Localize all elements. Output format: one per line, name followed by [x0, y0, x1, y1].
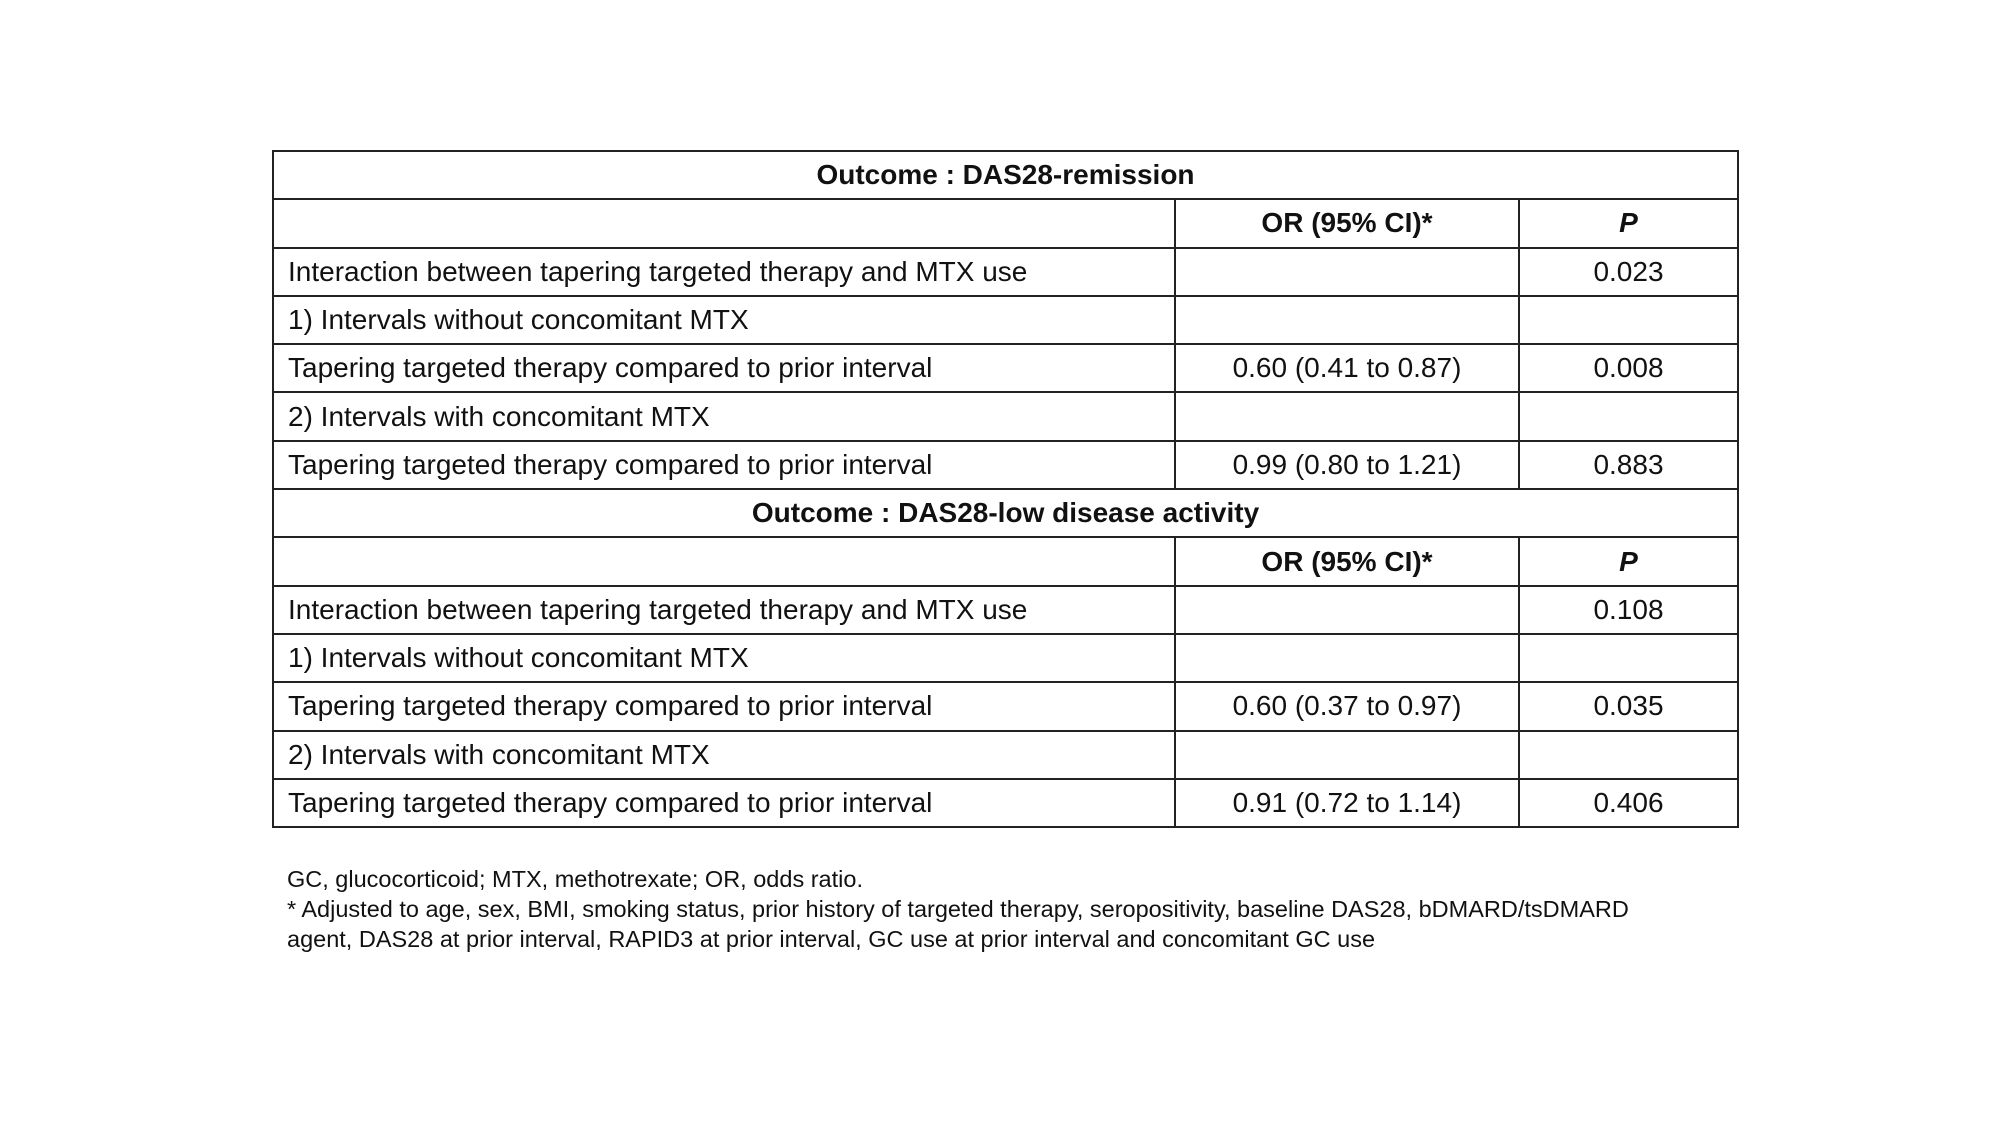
table-row	[273, 634, 1738, 682]
results-table	[272, 150, 1739, 828]
row-label: Tapering targeted therapy compared to prior interval	[273, 682, 1175, 730]
footnote-adjustment-cont: agent, DAS28 at prior interval, RAPID3 at prior interval, GC use at prior interval and concomitant GC use	[287, 926, 1376, 952]
table-row	[273, 296, 1738, 344]
header-or: OR (95% CI)*	[1175, 537, 1519, 585]
row-or: 0.99 (0.80 to 1.21)	[1175, 441, 1519, 489]
row-p: 0.008	[1519, 344, 1738, 392]
row-p	[1519, 296, 1738, 344]
footnotes	[287, 864, 1757, 954]
table-row	[273, 344, 1738, 392]
row-or	[1175, 296, 1519, 344]
table-row	[273, 441, 1738, 489]
row-or	[1175, 586, 1519, 634]
section-title: Outcome : DAS28-remission	[273, 151, 1738, 199]
table-row	[273, 392, 1738, 440]
row-p: 0.035	[1519, 682, 1738, 730]
section-title-row	[273, 151, 1738, 199]
header-p: P	[1519, 537, 1738, 585]
footnote-abbreviations: GC, glucocorticoid; MTX, methotrexate; OR, odds ratio.	[287, 866, 863, 892]
table-row	[273, 779, 1738, 827]
row-or	[1175, 731, 1519, 779]
row-p: 0.406	[1519, 779, 1738, 827]
row-or	[1175, 634, 1519, 682]
row-p	[1519, 392, 1738, 440]
header-blank	[273, 199, 1175, 247]
row-p: 0.108	[1519, 586, 1738, 634]
row-or	[1175, 392, 1519, 440]
row-p: 0.023	[1519, 248, 1738, 296]
row-label: Tapering targeted therapy compared to prior interval	[273, 344, 1175, 392]
row-or: 0.60 (0.37 to 0.97)	[1175, 682, 1519, 730]
row-label: Tapering targeted therapy compared to prior interval	[273, 779, 1175, 827]
column-header-row	[273, 199, 1738, 247]
row-p	[1519, 634, 1738, 682]
table-row	[273, 248, 1738, 296]
row-label: Interaction between tapering targeted therapy and MTX use	[273, 586, 1175, 634]
row-label: Tapering targeted therapy compared to prior interval	[273, 441, 1175, 489]
column-header-row	[273, 537, 1738, 585]
table-row	[273, 586, 1738, 634]
header-or: OR (95% CI)*	[1175, 199, 1519, 247]
row-p	[1519, 731, 1738, 779]
section-title: Outcome : DAS28-low disease activity	[273, 489, 1738, 537]
row-label: Interaction between tapering targeted therapy and MTX use	[273, 248, 1175, 296]
row-or: 0.91 (0.72 to 1.14)	[1175, 779, 1519, 827]
row-label: 1) Intervals without concomitant MTX	[273, 634, 1175, 682]
table-row	[273, 731, 1738, 779]
footnote-adjustment: * Adjusted to age, sex, BMI, smoking status, prior history of targeted therapy, seropositivity, baseline DAS28, bDMARD/tsDMARD	[287, 896, 1629, 922]
table-row	[273, 682, 1738, 730]
row-label: 2) Intervals with concomitant MTX	[273, 392, 1175, 440]
row-or: 0.60 (0.41 to 0.87)	[1175, 344, 1519, 392]
header-blank	[273, 537, 1175, 585]
header-p: P	[1519, 199, 1738, 247]
row-label: 1) Intervals without concomitant MTX	[273, 296, 1175, 344]
row-label: 2) Intervals with concomitant MTX	[273, 731, 1175, 779]
row-or	[1175, 248, 1519, 296]
row-p: 0.883	[1519, 441, 1738, 489]
section-title-row	[273, 489, 1738, 537]
